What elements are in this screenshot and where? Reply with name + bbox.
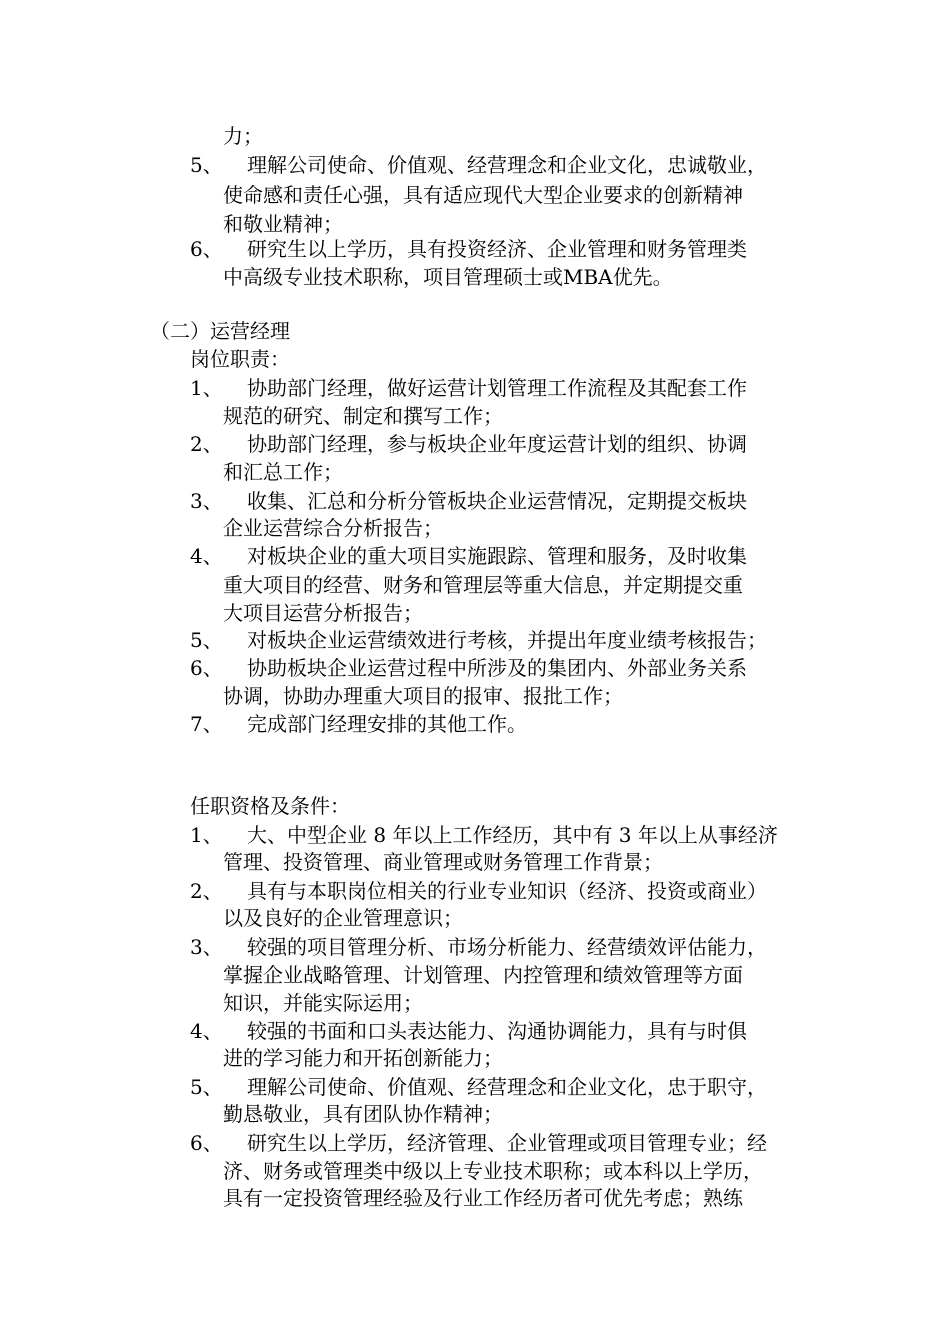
list-text: 使命感和责任心强，具有适应现代大型企业要求的创新精神 [223, 183, 743, 207]
list-text: 理解公司使命、价值观、经营理念和企业文化，忠于职守， [247, 1075, 767, 1099]
list-text: 重大项目的经营、财务和管理层等重大信息，并定期提交重 [223, 573, 743, 597]
list-text: 具有与本职岗位相关的行业专业知识（经济、投资或商业） [247, 879, 767, 903]
list-number: 6、 [190, 656, 223, 680]
list-text: 协助板块企业运营过程中所涉及的集团内、外部业务关系 [247, 656, 747, 680]
list-number: 6、 [190, 237, 223, 261]
list-text: 较强的项目管理分析、市场分析能力、经营绩效评估能力， [247, 935, 767, 959]
list-text: 和敬业精神； [223, 212, 343, 236]
list-text: 和汇总工作； [223, 460, 343, 484]
list-number: 7、 [190, 712, 223, 736]
list-number: 1、 [190, 823, 223, 847]
duties-title: 岗位职责： [190, 347, 290, 371]
list-text: 完成部门经理安排的其他工作。 [247, 712, 527, 736]
list-number: 4、 [190, 1019, 223, 1043]
list-text: 中高级专业技术职称，项目管理硕士或MBA优先。 [223, 265, 673, 289]
list-text: 掌握企业战略管理、计划管理、内控管理和绩效管理等方面 [223, 963, 743, 987]
list-text: 规范的研究、制定和撰写工作； [223, 404, 503, 428]
list-text: 大、中型企业 8 年以上工作经历，其中有 3 年以上从事经济 [247, 823, 778, 847]
list-text: 具有一定投资管理经验及行业工作经历者可优先考虑；熟练 [223, 1186, 743, 1210]
list-text: 进的学习能力和开拓创新能力； [223, 1046, 503, 1070]
section-title: （二）运营经理 [150, 319, 290, 343]
list-text: 协助部门经理，做好运营计划管理工作流程及其配套工作 [247, 376, 747, 400]
list-item-continuation: 力； [223, 124, 263, 148]
list-text: 研究生以上学历，经济管理、企业管理或项目管理专业；经 [247, 1131, 767, 1155]
list-text: 理解公司使命、价值观、经营理念和企业文化，忠诚敬业， [247, 153, 767, 177]
list-number: 5、 [190, 1075, 223, 1099]
list-number: 6、 [190, 1131, 223, 1155]
list-number: 4、 [190, 544, 223, 568]
list-text: 企业运营综合分析报告； [223, 516, 443, 540]
list-text: 协助部门经理，参与板块企业年度运营计划的组织、协调 [247, 432, 747, 456]
qualifications-title: 任职资格及条件： [190, 794, 350, 818]
list-text: 知识，并能实际运用； [223, 991, 423, 1015]
list-text: 勤恳敬业，具有团队协作精神； [223, 1102, 503, 1126]
list-number: 1、 [190, 376, 223, 400]
list-text: 收集、汇总和分析分管板块企业运营情况，定期提交板块 [247, 489, 747, 513]
list-text: 对板块企业的重大项目实施跟踪、管理和服务，及时收集 [247, 544, 747, 568]
list-number: 2、 [190, 879, 223, 903]
list-text: 以及良好的企业管理意识； [223, 906, 463, 930]
list-number: 3、 [190, 935, 223, 959]
list-text: 济、财务或管理类中级以上专业技术职称；或本科以上学历， [223, 1159, 763, 1183]
list-number: 5、 [190, 153, 223, 177]
list-text: 研究生以上学历，具有投资经济、企业管理和财务管理类 [247, 237, 747, 261]
list-number: 3、 [190, 489, 223, 513]
list-number: 2、 [190, 432, 223, 456]
list-text: 管理、投资管理、商业管理或财务管理工作背景； [223, 850, 663, 874]
list-number: 5、 [190, 628, 223, 652]
list-text: 对板块企业运营绩效进行考核，并提出年度业绩考核报告； [247, 628, 767, 652]
list-text: 协调，协助办理重大项目的报审、报批工作； [223, 684, 623, 708]
list-text: 大项目运营分析报告； [223, 601, 423, 625]
list-text: 较强的书面和口头表达能力、沟通协调能力，具有与时俱 [247, 1019, 747, 1043]
